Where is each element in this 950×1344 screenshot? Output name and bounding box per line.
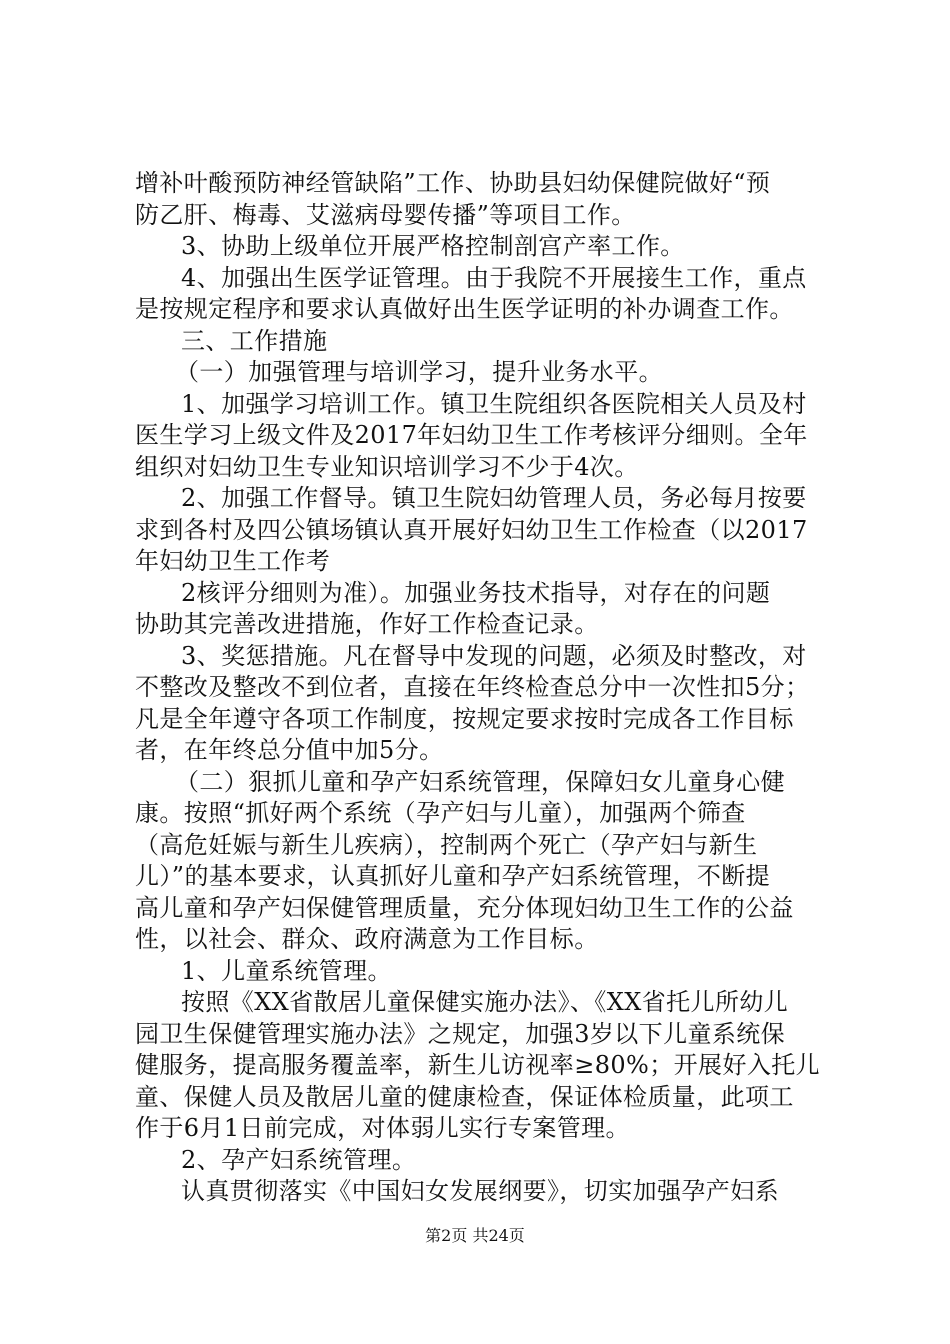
text-line: 医生学习上级文件及2017年妇幼卫生工作考核评分细则。全年 [135, 421, 808, 449]
text-line: 凡是全年遵守各项工作制度，按规定要求按时完成各工作目标 [135, 704, 794, 733]
text-line: 防乙肝、梅毒、艾滋病母婴传播”等项目工作。 [135, 200, 636, 229]
text-line: 作于6月1日前完成，对体弱儿实行专案管理。 [135, 1114, 630, 1142]
text-line: 1、加强学习培训工作。镇卫生院组织各医院相关人员及村 [181, 389, 807, 418]
page-number-footer: 第2页 共24页 [425, 1225, 525, 1245]
text-line: 健服务，提高服务覆盖率，新生儿访视率≥80%；开展好入托儿 [135, 1051, 821, 1079]
text-line: 年妇幼卫生工作考 [135, 547, 331, 575]
text-line: 不整改及整改不到位者，直接在年终检查总分中一次性扣5分； [135, 673, 810, 701]
text-line: 增补叶酸预防神经管缺陷”工作、协助县妇幼保健院做好“预 [135, 169, 771, 197]
text-line: 4、加强出生医学证管理。由于我院不开展接生工作，重点 [181, 263, 807, 292]
text-line: 2、加强工作督导。镇卫生院妇幼管理人员，务必每月按要 [181, 484, 807, 512]
section-heading: 三、工作措施 [181, 326, 328, 355]
subsection-heading: （一）加强管理与培训学习，提升业务水平。 [175, 358, 663, 386]
text-line: 性，以社会、群众、政府满意为工作目标。 [135, 925, 599, 953]
text-line: （高危妊娠与新生儿疾病），控制两个死亡（孕产妇与新生 [135, 830, 758, 859]
text-line: 3、奖惩措施。凡在督导中发现的问题，必须及时整改，对 [181, 641, 807, 670]
text-line: 求到各村及四公镇场镇认真开展好妇幼卫生工作检查（以2017 [135, 515, 808, 544]
text-line: 童、保健人员及散居儿童的健康检查，保证体检质量，此项工 [135, 1082, 794, 1111]
text-line: 组织对妇幼卫生专业知识培训学习不少于4次。 [135, 452, 639, 481]
text-line: 3、协助上级单位开展严格控制剖宫产率工作。 [181, 232, 685, 260]
text-line: 是按规定程序和要求认真做好出生医学证明的补办调查工作。 [135, 295, 794, 323]
subsection-heading: （二）狠抓儿童和孕产妇系统管理，保障妇女儿童身心健 [175, 767, 785, 796]
text-line: 协助其完善改进措施，作好工作检查记录。 [135, 610, 599, 638]
text-line: 康。按照“抓好两个系统（孕产妇与儿童），加强两个筛查 [135, 799, 746, 827]
subsection-heading: 1、儿童系统管理。 [181, 956, 392, 985]
text-line: 按照《XX省散居儿童保健实施办法》、《XX省托儿所幼儿 [181, 988, 789, 1016]
subsection-heading: 2、孕产妇系统管理。 [181, 1145, 417, 1174]
text-line: 高儿童和孕产妇保健管理质量，充分体现妇幼卫生工作的公益 [135, 893, 794, 922]
text-line: 2核评分细则为准）。加强业务技术指导，对存在的问题 [181, 578, 771, 607]
text-line: 者，在年终总分值中加5分。 [135, 736, 444, 764]
text-line: 园卫生保健管理实施办法》之规定，加强3岁以下儿童系统保 [135, 1019, 786, 1048]
text-line: 儿）”的基本要求，认真抓好儿童和孕产妇系统管理，不断提 [135, 862, 771, 890]
text-line: 认真贯彻落实《中国妇女发展纲要》，切实加强孕产妇系 [181, 1177, 779, 1205]
